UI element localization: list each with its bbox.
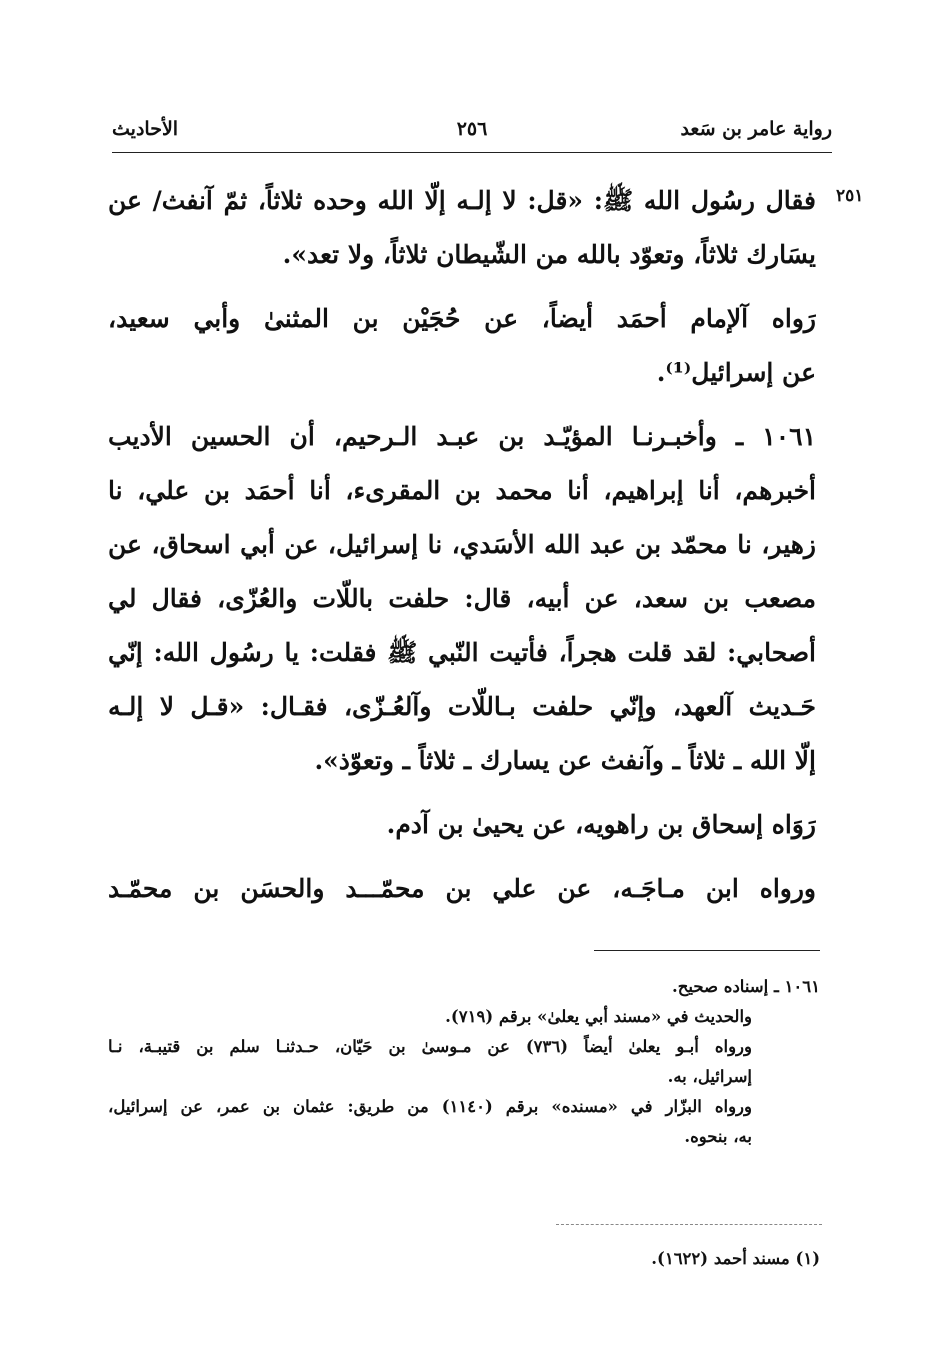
text-line: يسَارك ثلاثاً، وتعوّد بالله من الشّيطان ثلاثاً، ولا تعد».: [282, 240, 816, 269]
text-line: رَواه آلإمام أحمَد أيضاً، عن حُجَيْن بن المثنىٰ وأبي سعيد،: [108, 304, 816, 333]
text-line: أخبرهم، أنا إبراهيم، أنا محمد بن المقرىء، أنا أحمَد بن علي، نا: [108, 476, 816, 505]
running-header: [112, 112, 832, 152]
page-number: ٢٥٦: [456, 118, 488, 140]
text-line: ١٠٦١ ـ وأخبـرنـا المؤيّـد بن عبـد الـرحيم، أن الحسين الأديب: [108, 422, 816, 451]
header-rule: [112, 152, 832, 153]
main-text: [108, 174, 816, 916]
text-line: أصحابي: لقد قلت هجراً، فأتيت النّبي ﷺ فقلت: يا رسُول الله: إنّي: [108, 638, 816, 667]
text-line: إلّا الله ـ ثلاثاً ـ وآنفث عن يسارك ـ ثلاثاً ـ وتعوّذ».: [314, 746, 816, 775]
text-line: رَوَاه إسحاق بن راهويه، عن يحيىٰ بن آدم.: [386, 810, 816, 839]
text-line: عن إسرائيل⁽¹⁾.: [656, 358, 816, 387]
footnote-line: والحديث في «مسند أبي يعلىٰ» برقم (٧١٩).: [445, 1007, 752, 1026]
footnote-line: ١٠٦١ ـ إسناده صحيح.: [672, 977, 820, 996]
footnote-line: إسرائيل، به.: [667, 1067, 752, 1086]
header-book-title: رواية عامر بن سَعد: [680, 118, 832, 140]
footnote-separator: [594, 950, 820, 951]
footnote-line: ورواه البزّار في «مسنده» برقم (١١٤٠) من طريق: عثمان بن عمر، عن إسرائيل،: [108, 1097, 752, 1116]
margin-hadith-number: ٢٥١: [836, 186, 864, 206]
reference-line: (١) مسند أحمد (١٦٢٢).: [651, 1249, 820, 1268]
text-line: زهير، نا محمّد بن عبد الله الأسَدي، نا إسرائيل، عن أبي اسحاق، عن: [108, 530, 816, 559]
text-line: مصعب بن سعد، عن أبيه، قال: حلفت باللّات والعُزّى، فقال لي: [108, 584, 816, 613]
text-line: ورواه ابن مـاجَـه، عن علي بن محمّـــد والحسَن بن محمّـد: [108, 874, 816, 903]
footnote-line: ورواه أبـو يعلىٰ أيضاً (٧٣٦) عن مـوسىٰ بن حَيّان، حـدثنـا سلم بن قتيبـة، نـا: [108, 1037, 752, 1056]
reference-footnote: [108, 1244, 820, 1274]
header-section-title: الأحاديث: [112, 118, 179, 140]
footnote-line: به، بنحوه.: [684, 1127, 752, 1146]
footnotes: [108, 972, 820, 1152]
text-line: فقال رسُول الله ﷺ: «قل: لا إلـه إلّا الله وحده ثلاثاً، ثمّ آنفث/ عن: [108, 186, 816, 215]
footnote-separator-secondary: [556, 1224, 822, 1225]
text-line: حَـديث آلعهد، وإنّي حلفت بـاللّات وآلعُـزّى، فقـال: «قـل لا إلـه: [108, 692, 816, 721]
